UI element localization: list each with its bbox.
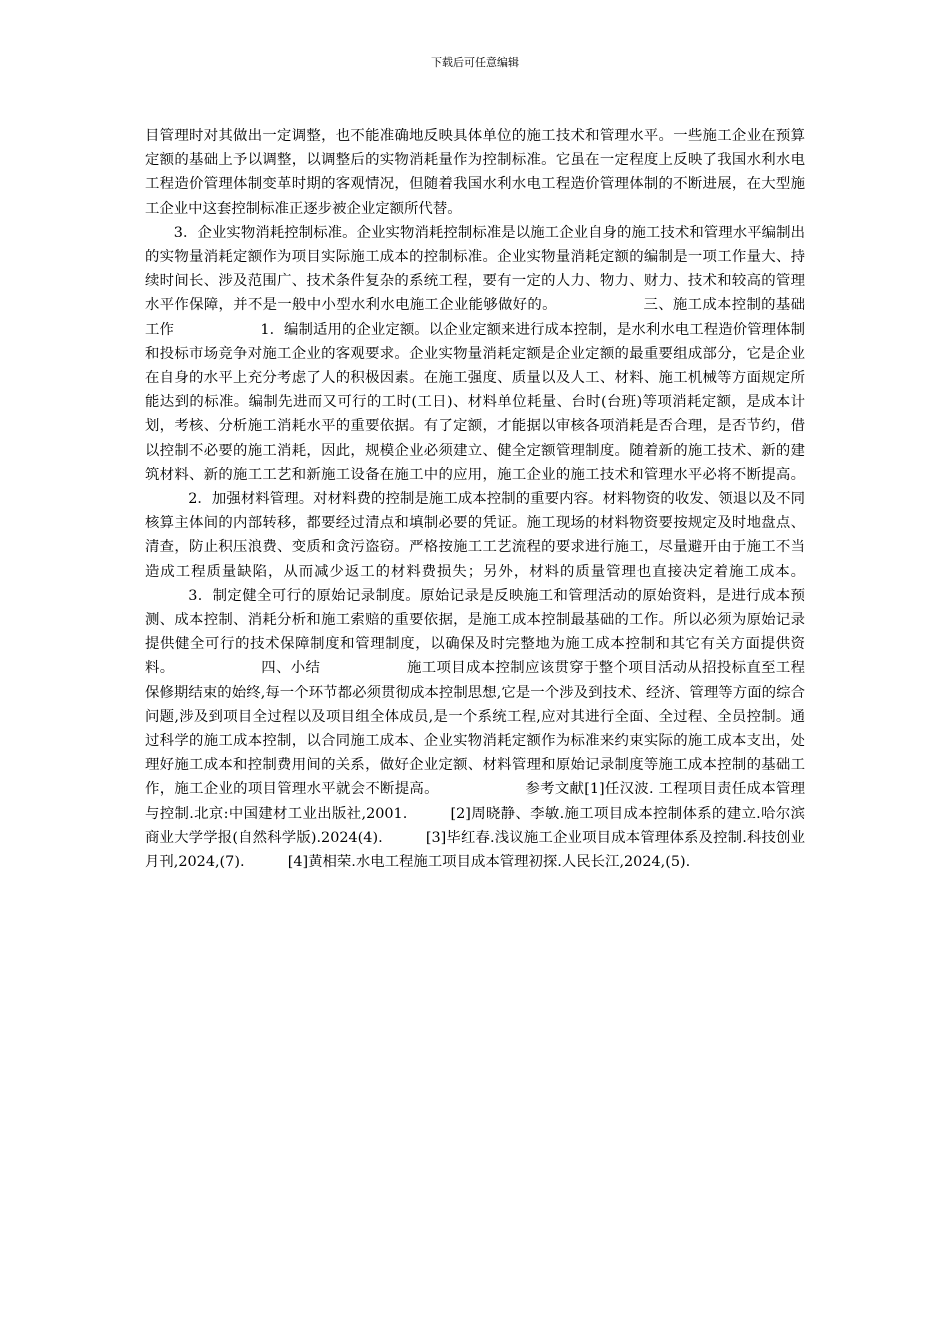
- reference-item: [2]周晓静、李敏.施工项目成本控制体系的建立.哈尔滨商业大学学报(自然科学版).2024(4).: [145, 805, 805, 846]
- references-heading: 参考文献: [525, 781, 585, 798]
- paragraph: [145, 221, 805, 874]
- paragraph-text: 2．加强材料管理。对材料费的控制是施工成本控制的重要内容。材料物资的收发、领退以及不同核算主体间的内部转移，都要经过清点和填制必要的凭证。施工现场的材料物资要按规定及时地盘点、清查，防止积压浪费、变质和贪污盗窃。严格按施工工艺流程的要求进行施工，尽量避开由于施工不当造成工程质量缺陷，从而减少返工的材料费损失；另外，材料的质量管理也直接决定着施工成本。: [145, 491, 805, 580]
- section-heading: 四、小结: [260, 660, 321, 677]
- paragraph: [145, 124, 805, 221]
- reference-item: [4]黄相荣.水电工程施工项目成本管理初探.人民长江,2024,(5).: [287, 854, 691, 871]
- document-body: [145, 124, 805, 874]
- paragraph-text: 3．制定健全可行的原始记录制度。原始记录是反映施工和管理活动的原始资料，是进行成本预测、成本控制、消耗分析和施工索赔的重要依据，是施工成本控制最基础的工作。所以必须为原始记录提供健全可行的技术保障制度和管理制度，以确保及时完整地为施工成本控制和其它有关方面提供资料。: [145, 587, 805, 677]
- paragraph-text: 施工项目成本控制应该贯穿于整个项目活动从招投标直至工程保修期结束的始终,每一个环节都必须贯彻成本控制思想,它是一个涉及到技术、经济、管理等方面的综合问题,涉及到项目全过程以及项目组全体成员,是一个系统工程,应对其进行全面、全过程、全员控制。通过科学的施工成本控制，以合同施工成本、企业实物消耗定额作为标准来约束实际的施工成本支出，处理好施工成本和控制费用间的关系，做好企业定额、材料管理和原始记录制度等施工成本控制的基础工作，施工企业的项目管理水平就会不断提高。: [145, 660, 805, 798]
- paragraph-text: 目管理时对其做出一定调整，也不能准确地反映具体单位的施工技术和管理水平。一些施工企业在预算定额的基础上予以调整，以调整后的实物消耗量作为控制标准。它虽在一定程度上反映了我国水利水电工程造价管理体制变革时期的客观情况，但随着我国水利水电工程造价管理体制的不断进展，在大型施工企业中这套控制标准正逐步被企业定额所代替。: [145, 128, 805, 217]
- reference-item: [1]任汉波. 工程项目责任成本管理与控制.北京:中国建材工业出版社,2001.: [145, 781, 805, 822]
- paragraph-text: 1．编制适用的企业定额。以企业定额来进行成本控制，是水利水电工程造价管理体制和投标市场竞争对施工企业的客观要求。企业实物量消耗定额是企业定额的最重要组成部分，它是企业在自身的水平上充分考虑了人的积极因素。在施工强度、质量以及人工、材料、施工机械等方面规定所能达到的标准。编制先进而又可行的工时(工日)、材料单位耗量、台时(台班)等项消耗定额，是成本计划，考核、分析施工消耗水平的重要依据。有了定额，才能据以审核各项消耗是否合理，是否节约，借以控制不必要的施工消耗，因此，规模企业必须建立、健全定额管理制度。随着新的施工技术、新的建筑材料、新的施工工艺和新施工设备在施工中的应用，施工企业的施工技术和管理水平必将不断提高。: [145, 321, 805, 483]
- section-heading: 三、施工成本控制的基础工作: [145, 297, 805, 338]
- page-header: 下载后可任意编辑: [431, 56, 519, 69]
- reference-item: [3]毕红春.浅议施工企业项目成本管理体系及控制.科技创业月刊,2024,(7).: [145, 829, 805, 871]
- paragraph-text: 3．企业实物消耗控制标准。企业实物消耗控制标准是以施工企业自身的施工技术和管理水平编制出的实物量消耗定额作为项目实际施工成本的控制标准。企业实物量消耗定额的编制是一项工作量大、持续时间长、涉及范围广、技术条件复杂的系统工程，要有一定的人力、物力、财力、技术和较高的管理水平作保障，并不是一般中小型水利水电施工企业能够做好的。: [145, 224, 805, 314]
